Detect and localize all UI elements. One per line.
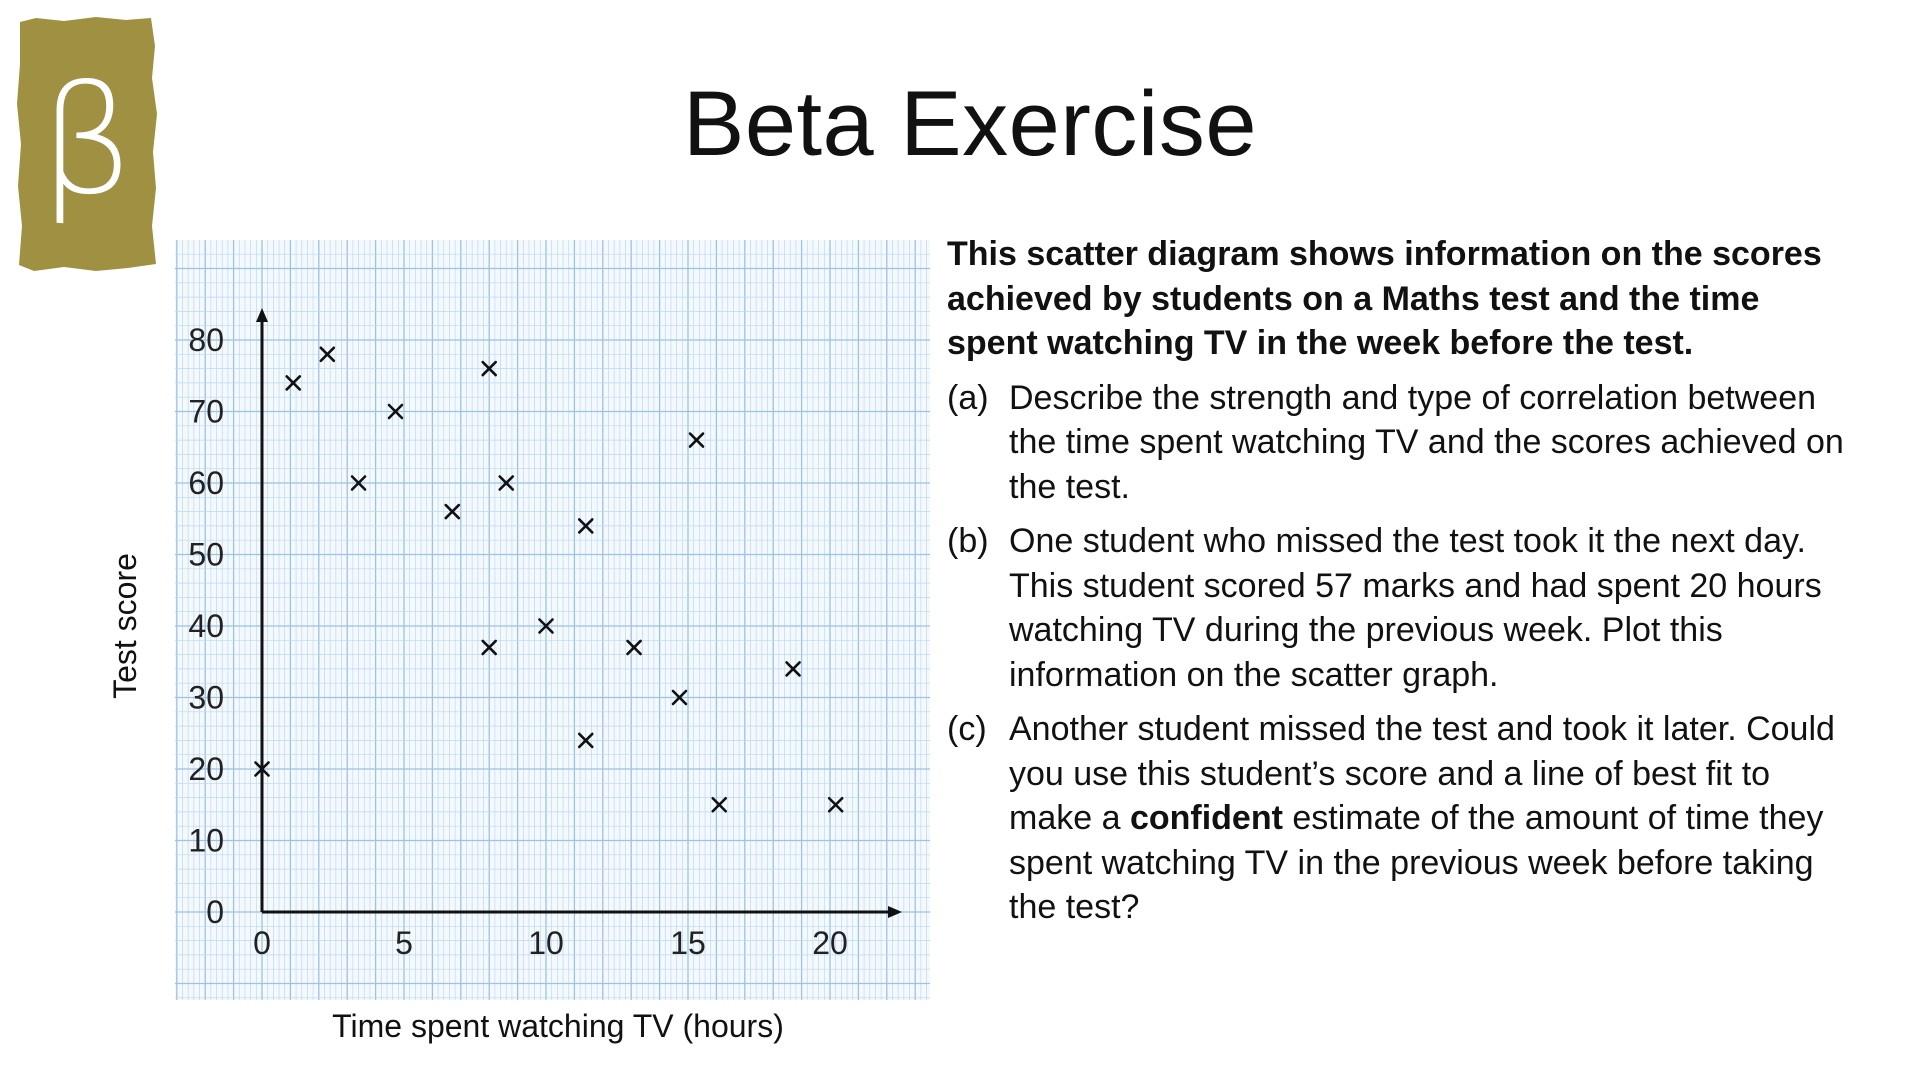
question-b	[947, 519, 1847, 697]
x-tick-label: 15	[670, 925, 706, 961]
y-tick-label: 60	[188, 465, 224, 501]
y-tick-label: 40	[188, 608, 224, 644]
y-axis-label: Test score	[107, 553, 143, 699]
question-text-after: estimate of the amount of time they spent watching TV in the previous week before taking the test?	[1009, 799, 1824, 926]
x-tick-label: 0	[253, 925, 271, 961]
y-tick-label: 50	[188, 536, 224, 573]
y-tick-label: 0	[206, 894, 224, 930]
y-tick-label: 20	[188, 751, 224, 787]
question-text: Describe the strength and type of correlation between the time spent watching TV and the scores achieved on the test.	[1009, 378, 1844, 506]
x-tick-label: 20	[812, 925, 848, 961]
question-label: (a)	[947, 378, 989, 417]
scatter-chart	[100, 240, 940, 1060]
question-text-before: Another student missed the test and took it later. Could you use this student’s score and a line of best fit to make a	[1009, 710, 1835, 837]
question-a	[947, 376, 1847, 510]
beta-letter: β	[39, 53, 135, 228]
y-tick-label: 70	[188, 393, 224, 430]
question-label: (c)	[947, 710, 987, 748]
scatter-chart-svg	[100, 240, 940, 1060]
y-tick-label: 30	[188, 679, 224, 716]
exercise-text	[947, 232, 1847, 940]
question-c	[947, 707, 1847, 930]
x-tick-label: 10	[528, 925, 564, 961]
question-text: One student who missed the test took it the next day. This student scored 57 marks and had spent 20 hours watching TV during the previous week. Plot this information on the scatter graph.	[1009, 522, 1822, 694]
question-emphasis: confident	[1129, 799, 1283, 837]
intro-text: This scatter diagram shows information on the scores achieved by students on a Maths test and the time spent watching TV in the week before the test.	[947, 235, 1822, 362]
y-tick-label: 80	[188, 322, 224, 358]
question-label: (b)	[947, 522, 989, 560]
question-text	[1009, 707, 1847, 930]
page-title: Beta Exercise	[682, 73, 1258, 175]
x-axis-label: Time spent watching TV (hours)	[332, 1008, 784, 1044]
beta-badge	[16, 16, 158, 273]
x-tick-label: 5	[395, 925, 413, 961]
y-tick-label: 10	[188, 822, 224, 859]
